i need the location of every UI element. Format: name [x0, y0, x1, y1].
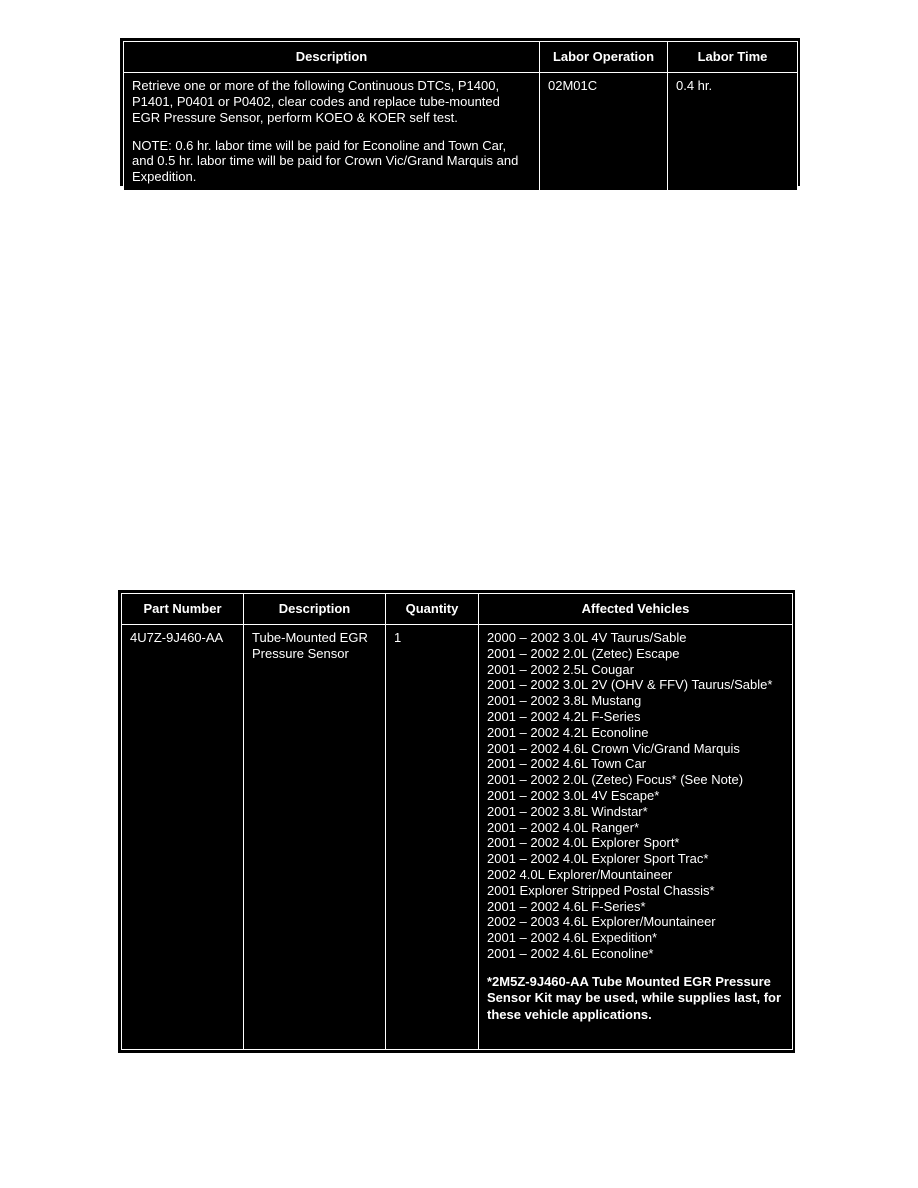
labor-header-time: Labor Time: [668, 42, 798, 73]
parts-table: [118, 590, 795, 1053]
vehicle-line: 2001 – 2002 4.0L Explorer Sport*: [487, 835, 680, 851]
affected-vehicles-cell: [479, 625, 793, 1050]
vehicle-line: 2001 – 2002 4.6L Econoline*: [487, 945, 654, 961]
parts-header-affected-vehicles: Affected Vehicles: [479, 594, 793, 625]
parts-header-part-number: Part Number: [122, 594, 244, 625]
vehicle-line: 2001 – 2002 4.2L F-Series: [487, 708, 641, 724]
vehicle-line: 2001 – 2002 2.0L (Zetec) Escape: [487, 645, 680, 661]
part-number-cell: 4U7Z-9J460-AA: [122, 625, 244, 1050]
vehicle-line: 2001 – 2002 4.6L Town Car: [487, 756, 647, 772]
labor-header-operation: Labor Operation: [540, 42, 668, 73]
vehicle-line: 2000 – 2002 3.0L 4V Taurus/Sable: [487, 630, 687, 645]
part-quantity-cell: 1: [386, 625, 479, 1050]
parts-header-description: Description: [244, 594, 386, 625]
labor-header-description: Description: [124, 42, 540, 73]
vehicle-line: 2001 – 2002 3.0L 2V (OHV & FFV) Taurus/Sable*: [487, 677, 773, 693]
parts-header-row: [122, 594, 793, 625]
labor-table-grid: [123, 41, 798, 191]
labor-description-text: Retrieve one or more of the following Continuous DTCs, P1400, P1401, P0401 or P0402, clear codes and replace tube-mounted EGR Pressure Sensor, perform KOEO & KOER self test.: [132, 78, 500, 125]
parts-table-grid: [121, 593, 793, 1050]
vehicle-line: 2001 – 2002 4.0L Ranger*: [487, 819, 640, 835]
vehicle-line: 2001 – 2002 4.2L Econoline: [487, 724, 649, 740]
vehicle-line: 2001 Explorer Stripped Postal Chassis*: [487, 882, 715, 898]
vehicle-line: 2002 – 2003 4.6L Explorer/Mountaineer: [487, 914, 716, 930]
labor-description-cell: [124, 73, 540, 191]
part-description-cell: Tube-Mounted EGR Pressure Sensor: [244, 625, 386, 1050]
vehicle-line: 2001 – 2002 4.0L Explorer Sport Trac*: [487, 851, 709, 867]
vehicle-line: 2001 – 2002 4.6L Expedition*: [487, 930, 658, 946]
labor-data-row: [124, 73, 798, 191]
parts-data-row: [122, 625, 793, 1050]
parts-note-text: *2M5Z-9J460-AA Tube Mounted EGR Pressure Sensor Kit may be used, while supplies last, for these vehicle applications.: [487, 973, 782, 1022]
labor-operation-cell: 02M01C: [540, 73, 668, 191]
vehicle-line: 2002 4.0L Explorer/Mountaineer: [487, 866, 673, 882]
vehicle-line: 2001 – 2002 3.8L Windstar*: [487, 803, 648, 819]
vehicle-line: 2001 – 2002 3.0L 4V Escape*: [487, 787, 660, 803]
vehicle-line: 2001 – 2002 3.8L Mustang: [487, 693, 642, 709]
parts-header-quantity: Quantity: [386, 594, 479, 625]
labor-table: [120, 38, 800, 186]
labor-time-cell: 0.4 hr.: [668, 73, 798, 191]
labor-note-text: NOTE: 0.6 hr. labor time will be paid for Econoline and Town Car, and 0.5 hr. labor time will be paid for Crown Vic/Grand Marquis and Expedition.: [132, 137, 519, 185]
labor-header-row: [124, 42, 798, 73]
vehicle-line: 2001 – 2002 2.5L Cougar: [487, 661, 634, 677]
vehicle-line: 2001 – 2002 2.0L (Zetec) Focus* (See Note): [487, 772, 744, 788]
vehicle-line: 2001 – 2002 4.6L Crown Vic/Grand Marquis: [487, 740, 740, 756]
vehicle-line: 2001 – 2002 4.6L F-Series*: [487, 898, 646, 914]
